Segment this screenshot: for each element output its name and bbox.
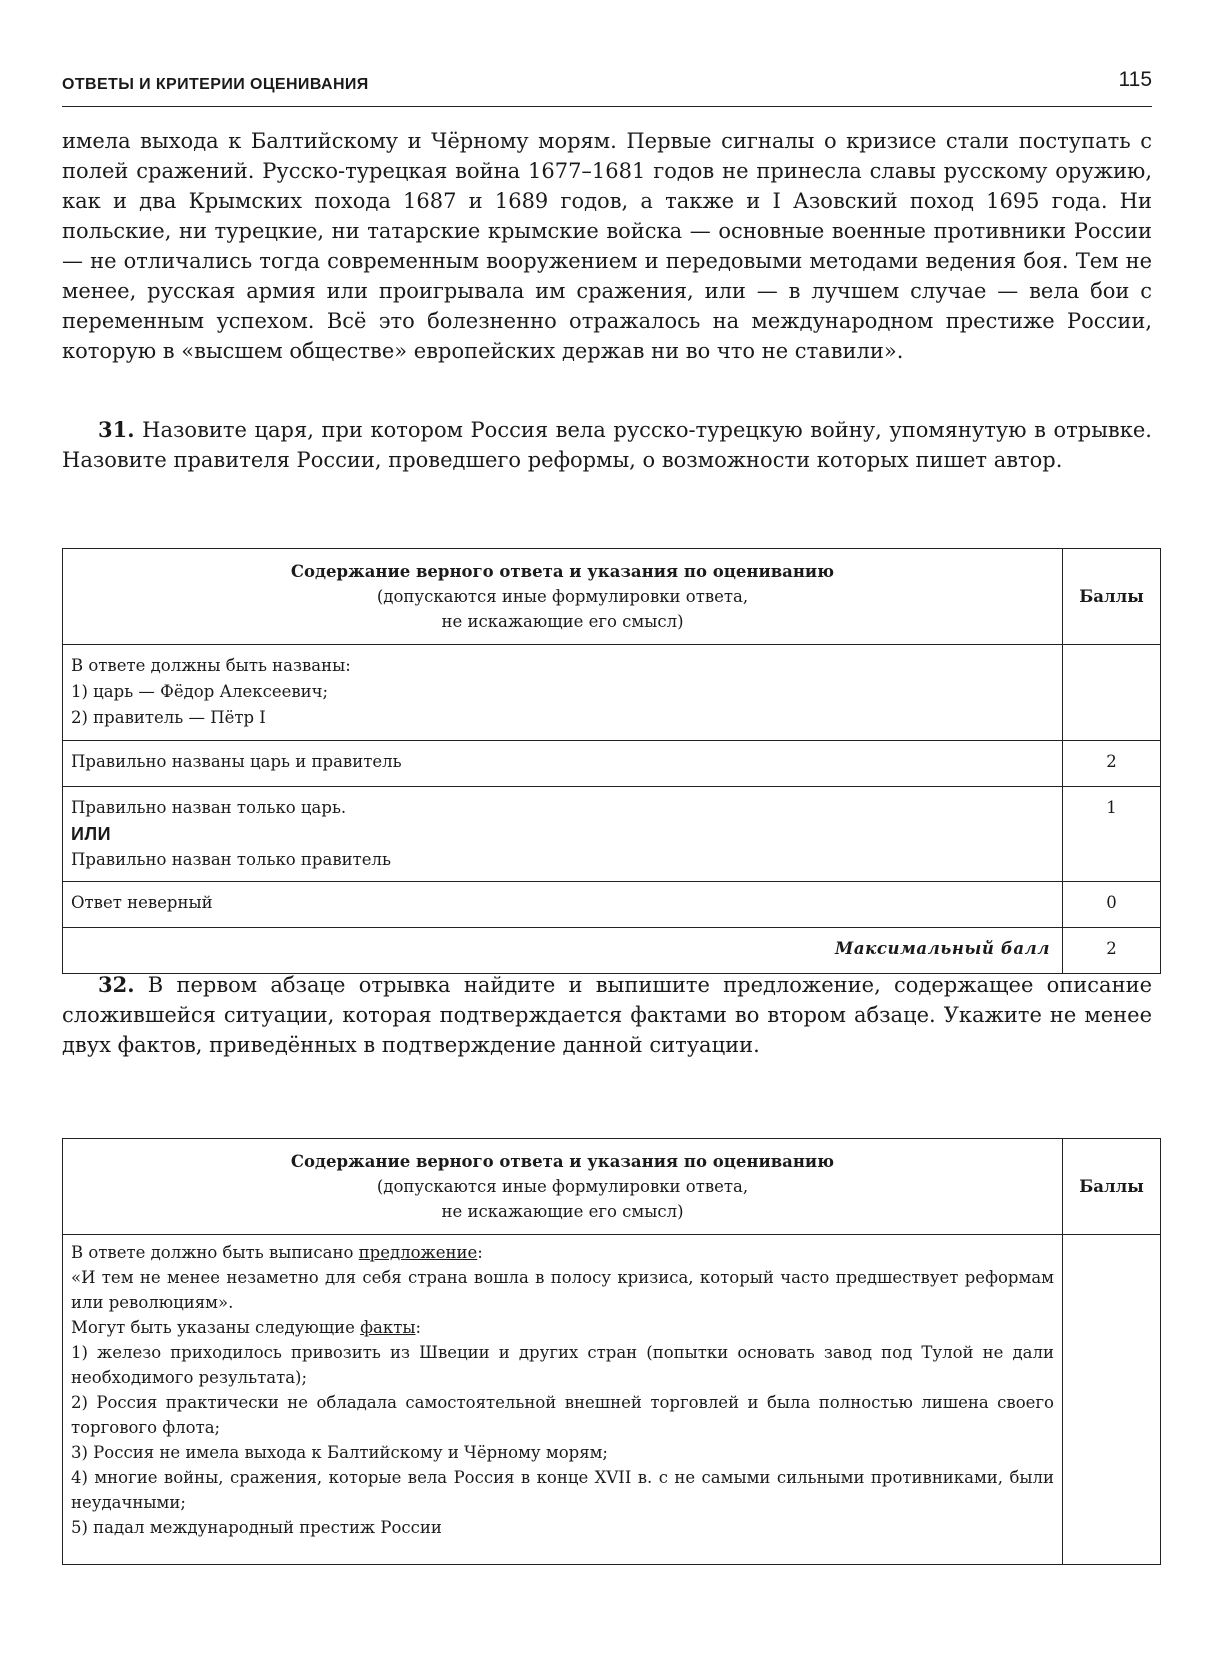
answer-content bbox=[63, 1235, 1063, 1565]
page-number: 115 bbox=[1118, 68, 1152, 91]
criterion-line: Правильно назван только царь. bbox=[71, 798, 347, 817]
criterion-text: Ответ неверный bbox=[63, 882, 1063, 928]
question-31-number: 31. bbox=[98, 417, 135, 442]
header-line-2: (допускаются иные формулировки ответа, bbox=[376, 1177, 749, 1196]
table-header-row bbox=[63, 549, 1161, 645]
max-score-label: Максимальный балл bbox=[63, 928, 1063, 974]
table-header-content bbox=[63, 549, 1063, 645]
answer-content bbox=[63, 645, 1063, 741]
answer-line: 1) царь — Фёдор Алексеевич; bbox=[71, 682, 329, 701]
quoted-sentence: «И тем не менее незаметно для себя страна вошла в полосу кризиса, который часто предшествует реформам или революциям». bbox=[71, 1268, 1054, 1312]
answer-line: 2) правитель — Пётр I bbox=[71, 708, 266, 727]
header-line-1: Содержание верного ответа и указания по оцениванию bbox=[290, 1152, 835, 1171]
running-head bbox=[62, 66, 1152, 107]
table-row bbox=[63, 787, 1161, 882]
header-line-2: (допускаются иные формулировки ответа, bbox=[376, 587, 749, 606]
sentence-intro: В ответе должно быть выписано bbox=[71, 1243, 359, 1262]
intro-paragraph: имела выхода к Балтийскому и Чёрному морям. Первые сигналы о кризисе стали поступать с полей сражений. Русско-турецкая война 1677–1681 годов не принесла славы русскому оружию, как и два Крымских похода 1687 и 1689 годов, а также и I Азовский поход 1695 года. Ни польские, ни турецкие, ни татарские крымские войска — основные военные противники России — не отличались тогда современным вооружением и передовыми методами ведения боя. Тем не менее, русская армия или проигрывала им сражения, или — в лучшем случае — вела бои с переменным успехом. Всё это болезненно отражалось на международном престиже России, которую в «высшем обществе» европейских держав ни во что не ставили». bbox=[62, 129, 1152, 363]
section-title: ОТВЕТЫ И КРИТЕРИИ ОЦЕНИВАНИЯ bbox=[62, 76, 369, 93]
criterion-line: Правильно назван только правитель bbox=[71, 850, 391, 869]
or-label: ИЛИ bbox=[71, 824, 112, 844]
question-32-text: В первом абзаце отрывка найдите и выпишите предложение, содержащее описание сложившейся ситуации, которая подтверждается фактами во втором абзаце. Укажите не менее двух фактов, приведённых в подтверждение данной ситуации. bbox=[62, 973, 1152, 1057]
score-cell: 1 bbox=[1063, 787, 1161, 882]
header-score: Баллы bbox=[1063, 1139, 1161, 1235]
header-line-3: не искажающие его смысл) bbox=[441, 1202, 684, 1221]
score-cell: 0 bbox=[1063, 882, 1161, 928]
fact-item: 4) многие войны, сражения, которые вела Россия в конце XVII в. с не самыми сильными противниками, были неудачными; bbox=[71, 1468, 1054, 1512]
table-row bbox=[63, 741, 1161, 787]
table-row bbox=[63, 645, 1161, 741]
score-cell: 2 bbox=[1063, 741, 1161, 787]
header-line-1: Содержание верного ответа и указания по оцениванию bbox=[290, 562, 835, 581]
criterion-text: Правильно названы царь и правитель bbox=[63, 741, 1063, 787]
facts-word: факты bbox=[360, 1318, 416, 1337]
header-score: Баллы bbox=[1063, 549, 1161, 645]
facts-intro-line bbox=[71, 1315, 1054, 1340]
grading-table-31 bbox=[62, 548, 1161, 974]
table-row bbox=[63, 1235, 1161, 1565]
question-32 bbox=[62, 970, 1152, 1060]
grading-table-32 bbox=[62, 1138, 1161, 1565]
score-cell-empty bbox=[1063, 645, 1161, 741]
header-line-3: не искажающие его смысл) bbox=[441, 612, 684, 631]
fact-item: 2) Россия практически не обладала самостоятельной внешней торговлей и была полностью лишена своего торгового флота; bbox=[71, 1393, 1054, 1437]
sentence-intro-line bbox=[71, 1240, 1054, 1265]
table-header-content bbox=[63, 1139, 1063, 1235]
table-row bbox=[63, 928, 1161, 974]
table-header-row bbox=[63, 1139, 1161, 1235]
fact-item: 5) падал международный престиж России bbox=[71, 1518, 442, 1537]
facts-intro: Могут быть указаны следующие bbox=[71, 1318, 361, 1337]
question-31-text: Назовите царя, при котором Россия вела русско-турецкую войну, упомянутую в отрывке. Назовите правителя России, проведшего реформы, о возможности которых пишет автор. bbox=[62, 418, 1152, 472]
max-score-value: 2 bbox=[1063, 928, 1161, 974]
facts-colon: : bbox=[415, 1318, 422, 1337]
criterion-text bbox=[63, 787, 1063, 882]
score-cell-empty bbox=[1063, 1235, 1161, 1565]
table-row bbox=[63, 882, 1161, 928]
answer-line: В ответе должны быть названы: bbox=[71, 656, 351, 675]
sentence-word: предложение bbox=[358, 1243, 478, 1262]
sentence-colon: : bbox=[477, 1243, 483, 1262]
fact-item: 3) Россия не имела выхода к Балтийскому и Чёрному морям; bbox=[71, 1443, 608, 1462]
fact-item: 1) железо приходилось привозить из Швеции и других стран (попытки основать завод под Тулой не дали необходимого результата); bbox=[71, 1343, 1054, 1387]
question-31 bbox=[62, 415, 1152, 475]
question-32-number: 32. bbox=[98, 972, 135, 997]
